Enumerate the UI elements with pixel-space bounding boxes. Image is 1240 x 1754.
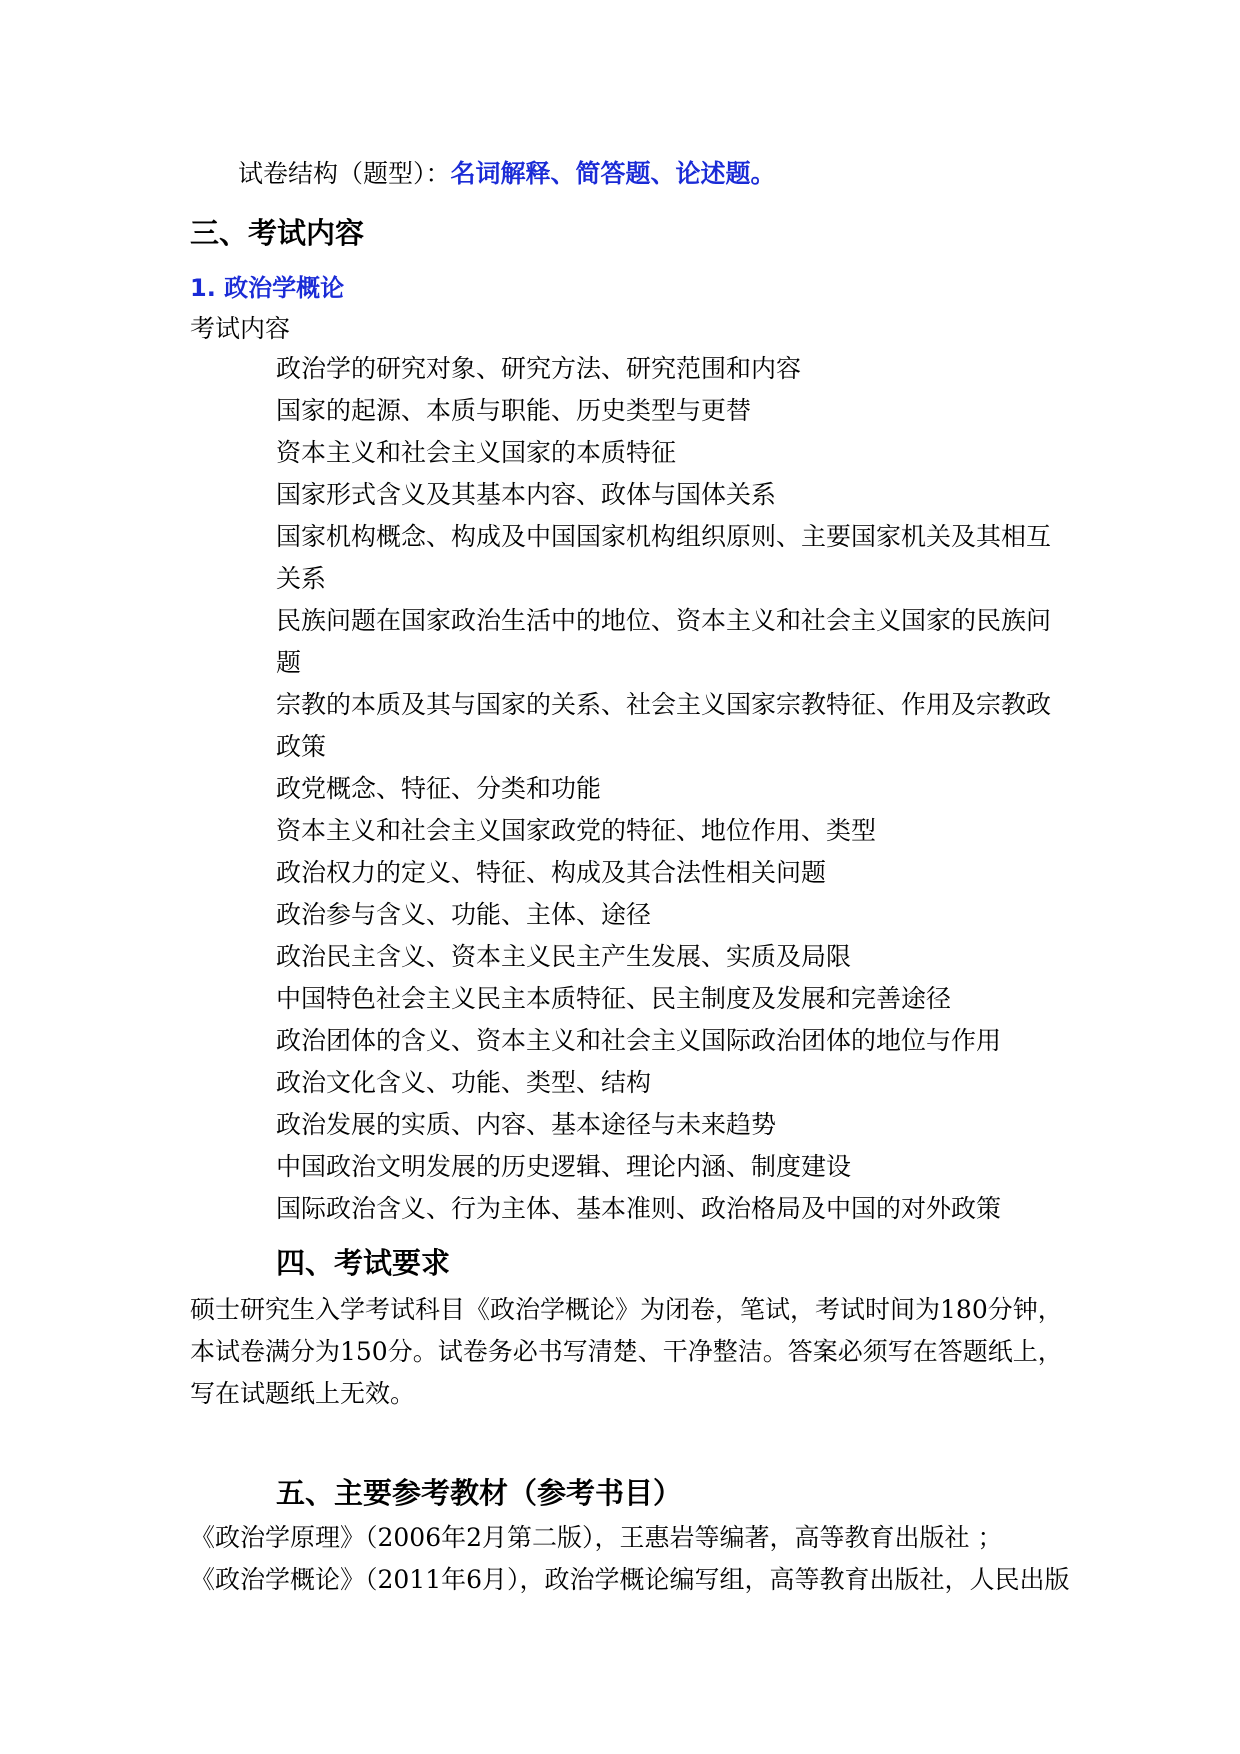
topic-item: 宗教的本质及其与国家的关系、社会主义国家宗教特征、作用及宗教政 — [276, 690, 1052, 719]
content-label: 考试内容 — [190, 314, 291, 343]
section-5-heading: 五、主要参考教材（参考书目） — [276, 1476, 683, 1510]
topic-item: 资本主义和社会主义国家的本质特征 — [276, 438, 677, 467]
exam-structure-types: 名词解释、简答题、论述题。 — [450, 159, 776, 188]
topic-item: 国家的起源、本质与职能、历史类型与更替 — [276, 396, 752, 425]
topic-item: 题 — [276, 648, 302, 677]
topic-item: 资本主义和社会主义国家政党的特征、地位作用、类型 — [276, 816, 877, 845]
reference-book-line: 《政治学概论》（2011年6月），政治学概论编写组，高等教育出版社，人民出版 — [190, 1565, 1070, 1594]
requirements-line: 硕士研究生入学考试科目《政治学概论》为闭卷，笔试，考试时间为180分钟， — [190, 1295, 1063, 1324]
topic-item: 政治文化含义、功能、类型、结构 — [276, 1068, 652, 1097]
topic-item: 国家形式含义及其基本内容、政体与国体关系 — [276, 480, 777, 509]
topic-item: 中国政治文明发展的历史逻辑、理论内涵、制度建设 — [276, 1152, 852, 1181]
topic-item: 民族问题在国家政治生活中的地位、资本主义和社会主义国家的民族问 — [276, 606, 1052, 635]
topic-item: 政党概念、特征、分类和功能 — [276, 774, 602, 803]
section-3-heading: 三、考试内容 — [190, 216, 365, 250]
topic-item: 国际政治含义、行为主体、基本准则、政治格局及中国的对外政策 — [276, 1194, 1002, 1223]
requirements-line: 写在试题纸上无效。 — [190, 1379, 416, 1408]
topic-item: 关系 — [276, 564, 327, 593]
topic-item: 国家机构概念、构成及中国国家机构组织原则、主要国家机关及其相互 — [276, 522, 1052, 551]
topic-item: 政治民主含义、资本主义民主产生发展、实质及局限 — [276, 942, 852, 971]
reference-book-line: 《政治学原理》（2006年2月第二版），王惠岩等编著，高等教育出版社 ； — [190, 1523, 1003, 1552]
subject-heading: 1. 政治学概论 — [190, 274, 345, 302]
topic-item: 政治学的研究对象、研究方法、研究范围和内容 — [276, 354, 802, 383]
requirements-line: 本试卷满分为150分。试卷务必书写清楚、干净整洁。答案必须写在答题纸上， — [190, 1337, 1063, 1366]
topic-item: 政治参与含义、功能、主体、途径 — [276, 900, 652, 929]
section-4-heading: 四、考试要求 — [276, 1246, 451, 1280]
topic-item: 政治发展的实质、内容、基本途径与未来趋势 — [276, 1110, 777, 1139]
topic-item: 政策 — [276, 732, 327, 761]
topic-item: 政治团体的含义、资本主义和社会主义国际政治团体的地位与作用 — [276, 1026, 1002, 1055]
topic-item: 中国特色社会主义民主本质特征、民主制度及发展和完善途径 — [276, 984, 952, 1013]
exam-structure-line — [238, 158, 776, 190]
topic-item: 政治权力的定义、特征、构成及其合法性相关问题 — [276, 858, 827, 887]
exam-structure-label: 试卷结构（题型）： — [238, 159, 451, 188]
